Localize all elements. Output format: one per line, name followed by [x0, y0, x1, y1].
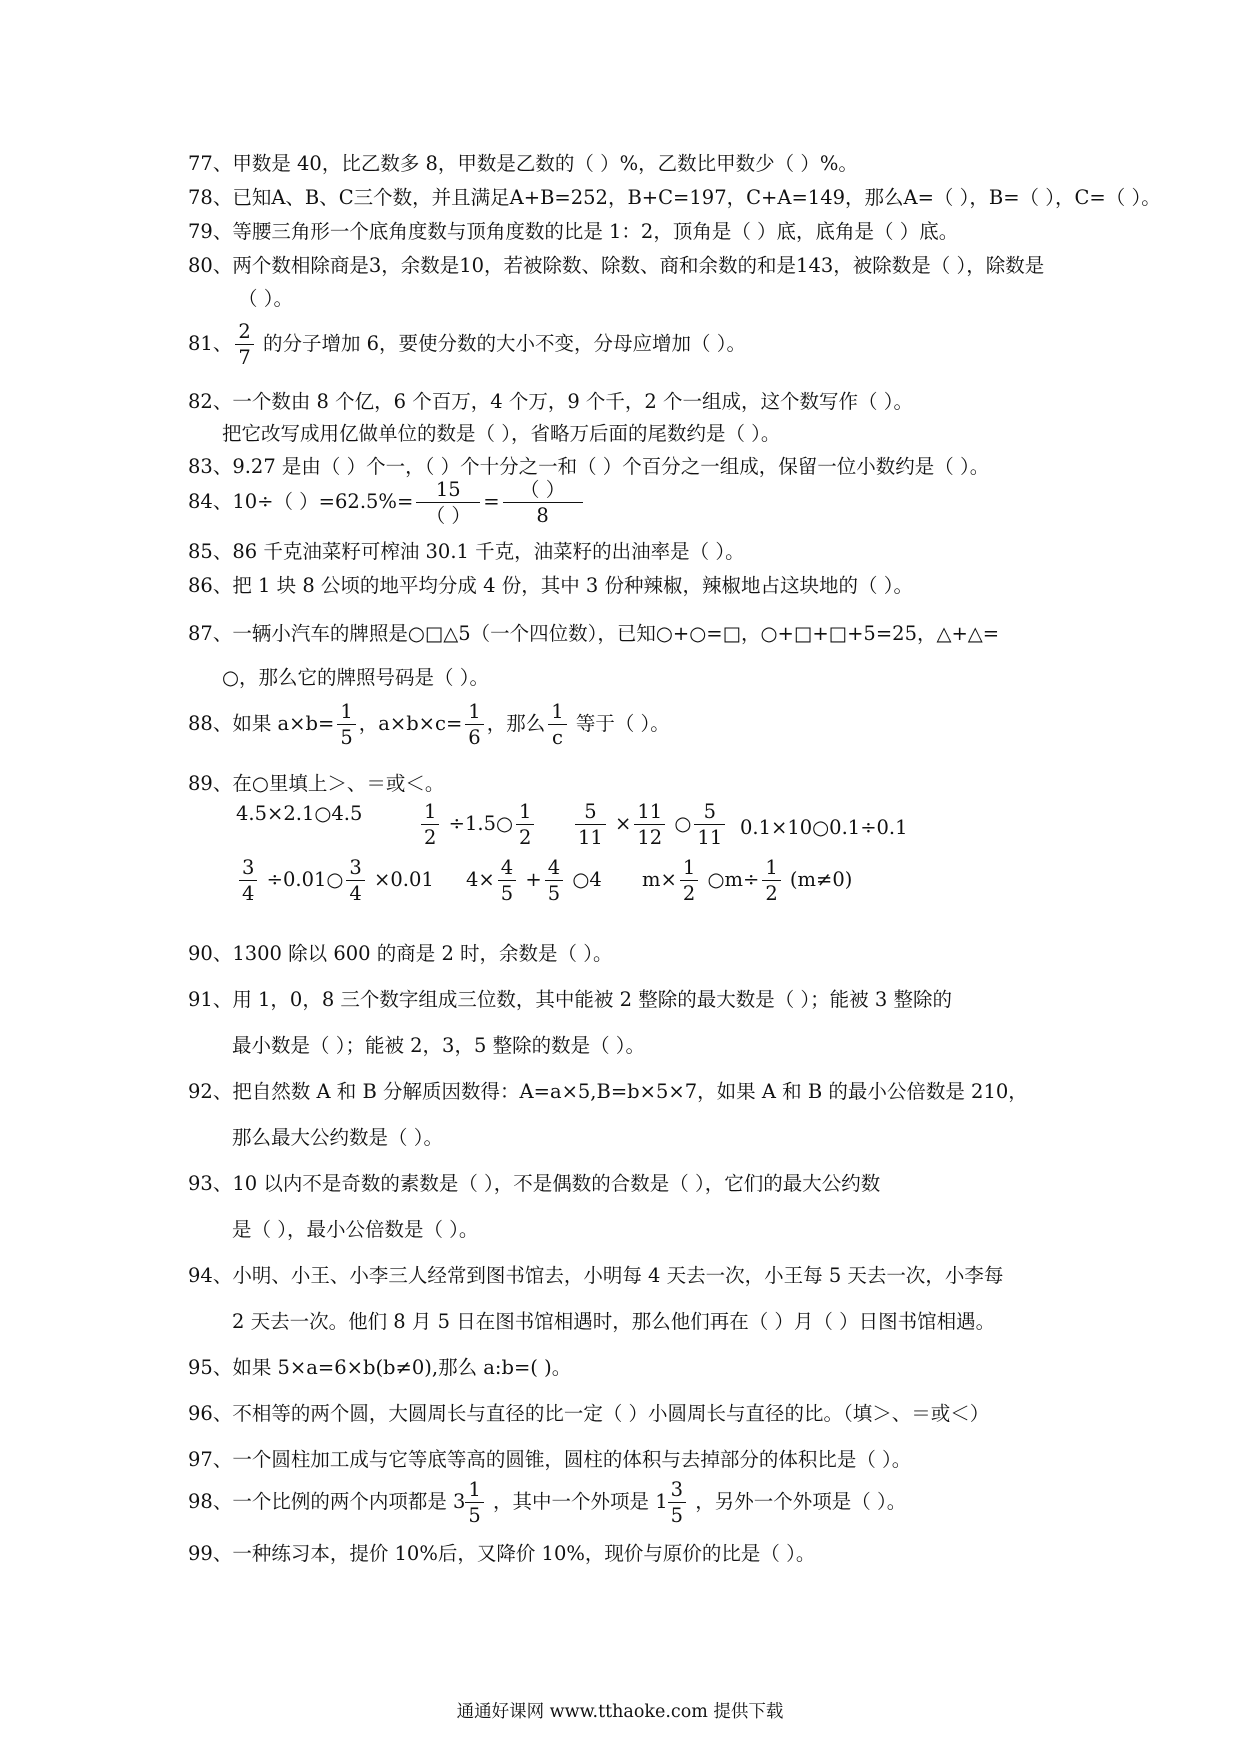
denominator: 4: [349, 881, 362, 905]
question-92-line2: 那么最大公约数是（ ）。: [232, 1126, 443, 1149]
fraction-1-2: [680, 858, 698, 903]
denominator: 4: [242, 881, 255, 905]
q89-e7-prefix: m×: [642, 868, 677, 891]
question-80-line2: （ ）。: [238, 287, 293, 310]
fraction-1-c: [548, 702, 566, 747]
fraction-5-11: [694, 802, 725, 847]
denominator: 2: [682, 881, 696, 905]
q89-e3-mid1: ×: [608, 812, 632, 835]
numerator: 1: [421, 802, 439, 825]
numerator: 3: [668, 1480, 686, 1503]
q89-e3-mid2: ○: [668, 812, 692, 835]
numerator: 1: [465, 702, 483, 725]
question-98: [188, 1480, 906, 1525]
fraction-3-4: [346, 858, 364, 903]
denominator: （ ）: [425, 503, 471, 527]
question-80-line1: 80、两个数相除商是3，余数是10，若被除数、除数、商和余数的和是143，被除数是（ ），除数是: [188, 254, 1045, 277]
q84-prefix: 84、10÷（ ）=62.5%=: [188, 490, 414, 513]
q88-mid1: ，a×b×c=: [358, 712, 463, 735]
fraction-1-2: [421, 802, 439, 847]
q89-expr-0.1x10: 0.1×10○0.1÷0.1: [740, 816, 908, 839]
denominator: 2: [519, 825, 532, 849]
fraction-1-6: [465, 702, 483, 747]
q89-expr-3-4-div: [236, 858, 434, 903]
question-77: 77、甲数是 40，比乙数多 8，甲数是乙数的（ ）%，乙数比甲数少（ ）%。: [188, 152, 858, 175]
question-99: 99、一种练习本，提价 10%后，又降价 10%，现价与原价的比是（ ）。: [188, 1542, 816, 1565]
q89-e6-suffix: ○4: [566, 868, 602, 891]
q89-e6-prefix: 4×: [466, 868, 495, 891]
numerator: （ ）: [503, 480, 583, 503]
question-78: 78、已知A、B、C三个数，并且满足A+B=252，B+C=197，C+A=149，那么A=（ ），B=（ ），C=（ ）。: [188, 186, 1161, 209]
numerator: 3: [239, 858, 257, 881]
question-94-line1: 94、小明、小王、小李三人经常到图书馆去，小明每 4 天去一次，小王每 5 天去一次，小李每: [188, 1264, 1004, 1287]
q89-expr-m-times-half: [642, 858, 852, 903]
q89-e7-suffix: (m≠0): [783, 868, 853, 891]
question-96: 96、不相等的两个圆，大圆周长与直径的比一定（ ）小圆周长与直径的比。（填＞、＝或＜）: [188, 1402, 990, 1425]
question-95: 95、如果 5×a=6×b(b≠0),那么 a:b=( )。: [188, 1356, 572, 1379]
denominator: 8: [536, 503, 549, 527]
equals-sign: =: [483, 490, 500, 513]
question-91-line2: 最小数是（ ）；能被 2，3，5 整除的数是（ ）。: [232, 1034, 646, 1057]
denominator: 5: [547, 881, 561, 905]
question-88: [188, 702, 670, 747]
q89-expr-5-11-times: [572, 802, 728, 847]
question-93-line1: 93、10 以内不是奇数的素数是（ ），不是偶数的合数是（ ），它们的最大公约数: [188, 1172, 881, 1195]
question-97: 97、一个圆柱加工成与它等底等高的圆锥，圆柱的体积与去掉部分的体积比是（ ）。: [188, 1448, 912, 1471]
fraction-blank-8: [503, 480, 583, 525]
question-87-line1: 87、一辆小汽车的牌照是○□△5（一个四位数），已知○+○=□，○+□+□+5=25，△+△=: [188, 622, 1000, 645]
numerator: 1: [465, 1480, 483, 1503]
numerator: 3: [346, 858, 364, 881]
q89-expr-4.5x2.1: 4.5×2.1○4.5: [236, 802, 363, 825]
q88-suffix: 等于（ ）。: [569, 712, 670, 735]
footer-source: 通通好课网 www.tthaoke.com 提供下载: [456, 1702, 784, 1722]
question-91-line1: 91、用 1，0，8 三个数字组成三位数，其中能被 2 整除的最大数是（ ）；能被 3 整除的: [188, 988, 952, 1011]
denominator: 6: [468, 725, 481, 749]
numerator: 1: [762, 858, 780, 881]
q98-suffix: ，另外一个外项是（ ）。: [689, 1490, 907, 1513]
numerator: 1: [680, 858, 698, 881]
q88-mid2: ，那么: [486, 712, 546, 735]
denominator: 11: [578, 825, 603, 849]
q89-e2-mid: ÷1.5○: [442, 812, 513, 835]
denominator: 5: [340, 725, 353, 749]
fraction-4-5: [545, 858, 563, 903]
q81-prefix: 81、: [188, 332, 233, 355]
question-94-line2: 2 天去一次。他们 8 月 5 日在图书馆相遇时，那么他们再在（ ）月（ ）日图书馆相遇。: [232, 1310, 996, 1333]
denominator: 2: [765, 881, 778, 905]
question-86: 86、把 1 块 8 公顷的地平均分成 4 份，其中 3 份种辣椒，辣椒地占这块地的（ ）。: [188, 574, 913, 597]
q89-e5-suffix: ×0.01: [367, 868, 434, 891]
fraction-1-2: [516, 802, 534, 847]
denominator: 7: [238, 345, 251, 369]
question-93-line2: 是（ ），最小公倍数是（ ）。: [232, 1218, 479, 1241]
denominator: 11: [697, 825, 723, 849]
denominator: 5: [500, 881, 514, 905]
question-85: 85、86 千克油菜籽可榨油 30.1 千克，油菜籽的出油率是（ ）。: [188, 540, 745, 563]
denominator: c: [551, 725, 563, 749]
denominator: 12: [637, 825, 663, 849]
q89-e5-mid: ÷0.01○: [260, 868, 344, 891]
q89-expr-4x4-5: [466, 858, 602, 903]
q88-prefix: 88、如果 a×b=: [188, 712, 335, 735]
numerator: 5: [575, 802, 606, 825]
numerator: 2: [235, 322, 253, 345]
numerator: 1: [548, 702, 566, 725]
question-92-line1: 92、把自然数 A 和 B 分解质因数得：A=a×5,B=b×5×7，如果 A 和 B 的最小公倍数是 210，: [188, 1080, 1028, 1103]
fraction-4-5: [498, 858, 516, 903]
q89-expr-half-div: [418, 802, 537, 847]
question-82-line2: 把它改写成用亿做单位的数是（ ），省略万后面的尾数约是（ ）。: [222, 422, 781, 445]
question-82-line1: 82、一个数由 8 个亿，6 个百万，4 个万，9 个千，2 个一组成，这个数写作（ ）。: [188, 390, 913, 413]
numerator: 15: [416, 480, 480, 503]
fraction-1-5: [465, 1480, 483, 1525]
fraction-1-2: [762, 858, 780, 903]
question-83: 83、9.27 是由（ ）个一，（ ）个十分之一和（ ）个百分之一组成，保留一位小数约是（ ）。: [188, 455, 990, 478]
denominator: 5: [670, 1503, 684, 1527]
fraction-15-blank: [416, 480, 480, 525]
question-90: 90、1300 除以 600 的商是 2 时，余数是（ ）。: [188, 942, 613, 965]
fraction-3-5: [668, 1480, 686, 1525]
fraction-3-4: [239, 858, 257, 903]
q81-text: 的分子增加 6，要使分数的大小不变，分母应增加（ ）。: [256, 332, 747, 355]
question-84: [188, 480, 586, 525]
numerator: 1: [337, 702, 355, 725]
numerator: 1: [516, 802, 534, 825]
numerator: 11: [634, 802, 665, 825]
question-79: 79、等腰三角形一个底角度数与顶角度数的比是 1：2，顶角是（ ）底，底角是（ ）底。: [188, 220, 959, 243]
q98-prefix: 98、一个比例的两个内项都是 3: [188, 1490, 466, 1513]
q89-e6-mid: +: [519, 868, 542, 891]
denominator: 2: [424, 825, 437, 849]
fraction-5-11: [575, 802, 606, 847]
numerator: 4: [498, 858, 516, 881]
fraction-11-12: [634, 802, 665, 847]
q89-e7-mid: ○m÷: [701, 868, 760, 891]
q98-mid: ，其中一个外项是 1: [486, 1490, 668, 1513]
fraction-2-7: [235, 322, 253, 367]
question-81: [188, 322, 746, 367]
numerator: 4: [545, 858, 563, 881]
denominator: 5: [468, 1503, 481, 1527]
numerator: 5: [694, 802, 725, 825]
question-87-line2: ○，那么它的牌照号码是（ ）。: [222, 666, 489, 689]
question-89-title: 89、在○里填上＞、＝或＜。: [188, 772, 445, 795]
fraction-1-5: [337, 702, 355, 747]
